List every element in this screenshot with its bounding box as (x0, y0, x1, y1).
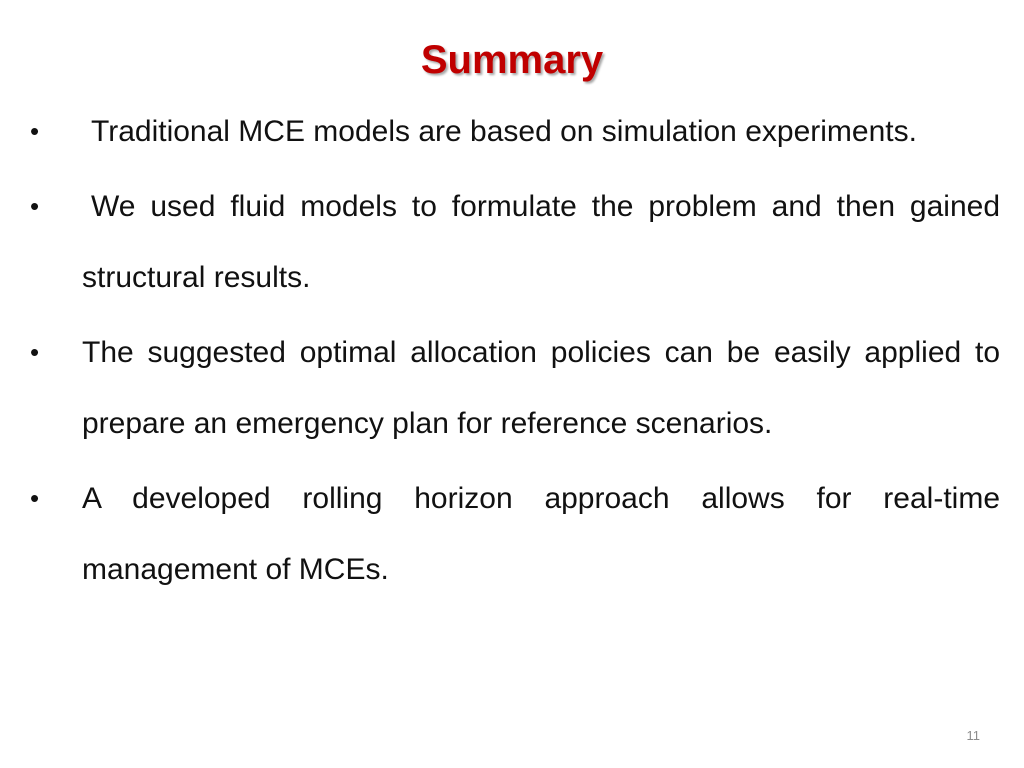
bullet-icon: • (30, 337, 40, 367)
page-number: 11 (966, 728, 980, 743)
bullet-icon: • (30, 191, 40, 221)
bullet-item (30, 171, 1000, 313)
slide-title: Summary (420, 38, 604, 82)
bullet-item (30, 317, 1000, 459)
bullet-text: The suggested optimal allocation policies can be easily applied to prepare an emergency plan for reference scenarios. (82, 336, 1000, 440)
bullet-text: We used fluid models to formulate the problem and then gained structural results. (82, 190, 1000, 294)
bullet-text: Traditional MCE models are based on simulation experiments. (91, 115, 917, 148)
bullet-item (30, 463, 1000, 605)
bullet-text: A developed rolling horizon approach allows for real-time management of MCEs. (82, 482, 1000, 586)
bullet-icon: • (30, 116, 40, 146)
bullet-list (30, 96, 1000, 609)
bullet-item (30, 96, 1000, 167)
bullet-icon: • (30, 483, 40, 513)
